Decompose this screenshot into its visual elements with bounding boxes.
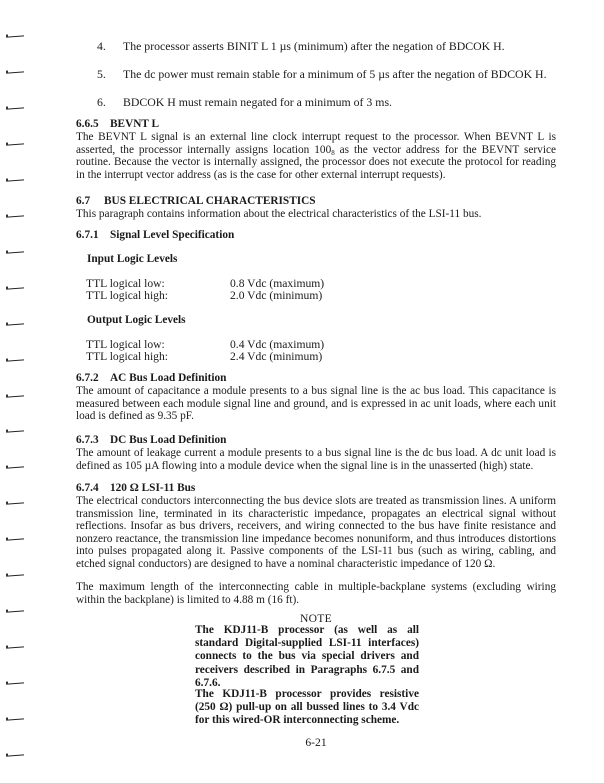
section-title: 120 Ω LSI-11 Bus xyxy=(110,482,196,494)
section-title: BEVNT L xyxy=(110,118,160,130)
section-heading-6-7-2 xyxy=(76,372,226,385)
level-value: 0.4 Vdc (maximum) xyxy=(230,338,325,351)
list-item-number: 5. xyxy=(97,67,106,81)
margin-tick-mark xyxy=(7,467,24,469)
section-heading-6-7-4 xyxy=(76,482,195,495)
margin-tick-mark xyxy=(7,323,24,325)
section-body-6-7-3: The amount of leakage current a module presents to a bus signal line is the dc bus load. A dc unit load is defined as 105 µA flowing into a module device when the signal line is in the unasserted (high) state. xyxy=(76,447,556,472)
section-title: Signal Level Specification xyxy=(110,229,235,241)
margin-tick-mark xyxy=(7,431,24,433)
margin-tick-mark xyxy=(7,539,24,541)
list-item-number: 4. xyxy=(97,39,106,53)
level-value: 0.8 Vdc (maximum) xyxy=(230,277,325,290)
margin-tick-mark xyxy=(7,179,24,181)
list-item-number: 6. xyxy=(97,95,106,109)
level-value: 2.0 Vdc (minimum) xyxy=(230,289,323,302)
list-item-text: BDCOK H must remain negated for a minimum of 3 ms. xyxy=(123,95,392,109)
section-number: 6.6.5 xyxy=(76,118,99,130)
section-number: 6.7.3 xyxy=(76,434,99,446)
section-number: 6.7.1 xyxy=(76,229,99,241)
section-body-6-7-4: The electrical conductors interconnecting the bus device slots are treated as transmission lines. A uniform transmission line, terminated in its characteristic impedance, propagates an electrical signal without reflections. Insofar as bus drivers, receivers, and wiring connected to the bus have finite resistance and nonzero reactance, the transmission line impedance becomes nonuniform, and thus introduces distortions into pulses propagated along it. Passive components of the LSI-11 bus (such as wiring, cabling, and etched signal conductors) are designed to have a nominal characteristic impedance of 120 Ω. xyxy=(76,495,556,570)
body-text: The BEVNT L signal is an external line clock interrupt request to the processor. When BEVNT L is asserted, the processor internally assigns location 100 xyxy=(76,131,556,156)
margin-tick-mark xyxy=(7,647,24,649)
section-body-6-7-2: The amount of capacitance a module presents to a bus signal line is the ac bus load. This capacitance is measured between each module signal line and ground, and is expressed in ac unit loads, where each unit load is defined as 9.35 pF. xyxy=(76,385,556,423)
note-title: NOTE xyxy=(299,612,333,625)
margin-tick-mark xyxy=(7,287,24,289)
note-paragraph: The KDJ11-B processor provides resistive (250 Ω) pull-up on all bussed lines to 3.4 Vdc for this wired-OR interconnecting scheme. xyxy=(195,688,419,727)
margin-tick-mark xyxy=(7,611,24,613)
margin-tick-mark xyxy=(7,575,24,577)
margin-tick-mark xyxy=(7,754,24,756)
margin-tick-mark xyxy=(7,718,24,720)
level-label: TTL logical low: xyxy=(86,338,165,351)
margin-tick-mark xyxy=(7,35,24,37)
section-heading-6-7-1 xyxy=(76,229,234,242)
page-number: 6-21 xyxy=(305,736,327,749)
section-heading-6-7-3 xyxy=(76,434,226,447)
margin-tick-mark xyxy=(7,251,24,253)
margin-tick-mark xyxy=(7,215,24,217)
output-logic-levels-heading: Output Logic Levels xyxy=(87,314,186,326)
margin-tick-mark xyxy=(7,503,24,505)
section-body-6-7: This paragraph contains information about the electrical characteristics of the LSI-11 bus. xyxy=(76,208,482,220)
section-number: 6.7.2 xyxy=(76,372,99,384)
section-title: AC Bus Load Definition xyxy=(110,372,227,384)
body-text: as the vector address for the BEVNT service routine. Because the vector is internally assigned, the processor does not execute the protocol for reading in the interrupt vector address (as is the case for other external interrupt requests). xyxy=(76,143,556,181)
section-heading-6-7 xyxy=(76,195,316,208)
list-item-text: The dc power must remain stable for a minimum of 5 µs after the negation of BDCOK H. xyxy=(123,67,547,81)
section-number: 6.7 xyxy=(76,195,91,207)
section-title: BUS ELECTRICAL CHARACTERISTICS xyxy=(104,195,316,207)
level-value: 2.4 Vdc (minimum) xyxy=(230,350,323,363)
section-body-6-6-5 xyxy=(76,131,556,181)
section-title: DC Bus Load Definition xyxy=(110,434,227,446)
list-item-text: The processor asserts BINIT L 1 µs (minimum) after the negation of BDCOK H. xyxy=(123,39,505,53)
section-heading-6-6-5 xyxy=(76,118,159,131)
level-label: TTL logical high: xyxy=(86,350,168,363)
section-number: 6.7.4 xyxy=(76,482,99,494)
margin-tick-mark xyxy=(7,395,24,397)
margin-tick-mark xyxy=(7,143,24,145)
octal-subscript: 8 xyxy=(331,148,335,157)
section-body-6-7-4-cable-length: The maximum length of the interconnecting cable in multiple-backplane systems (excluding wiring within the backplane) is limited to 4.88 m (16 ft). xyxy=(76,581,556,606)
level-label: TTL logical low: xyxy=(86,277,165,290)
input-logic-levels-heading: Input Logic Levels xyxy=(87,253,178,265)
margin-tick-mark xyxy=(7,359,24,361)
level-label: TTL logical high: xyxy=(86,289,168,302)
note-paragraph: The KDJ11-B processor (as well as all standard Digital-supplied LSI-11 interfaces) connects to the bus via special drivers and receivers described in Paragraphs 6.7.5 and 6.7.6. xyxy=(195,624,419,689)
margin-tick-mark xyxy=(7,71,24,73)
margin-tick-mark xyxy=(7,682,24,684)
margin-tick-mark xyxy=(7,107,24,109)
